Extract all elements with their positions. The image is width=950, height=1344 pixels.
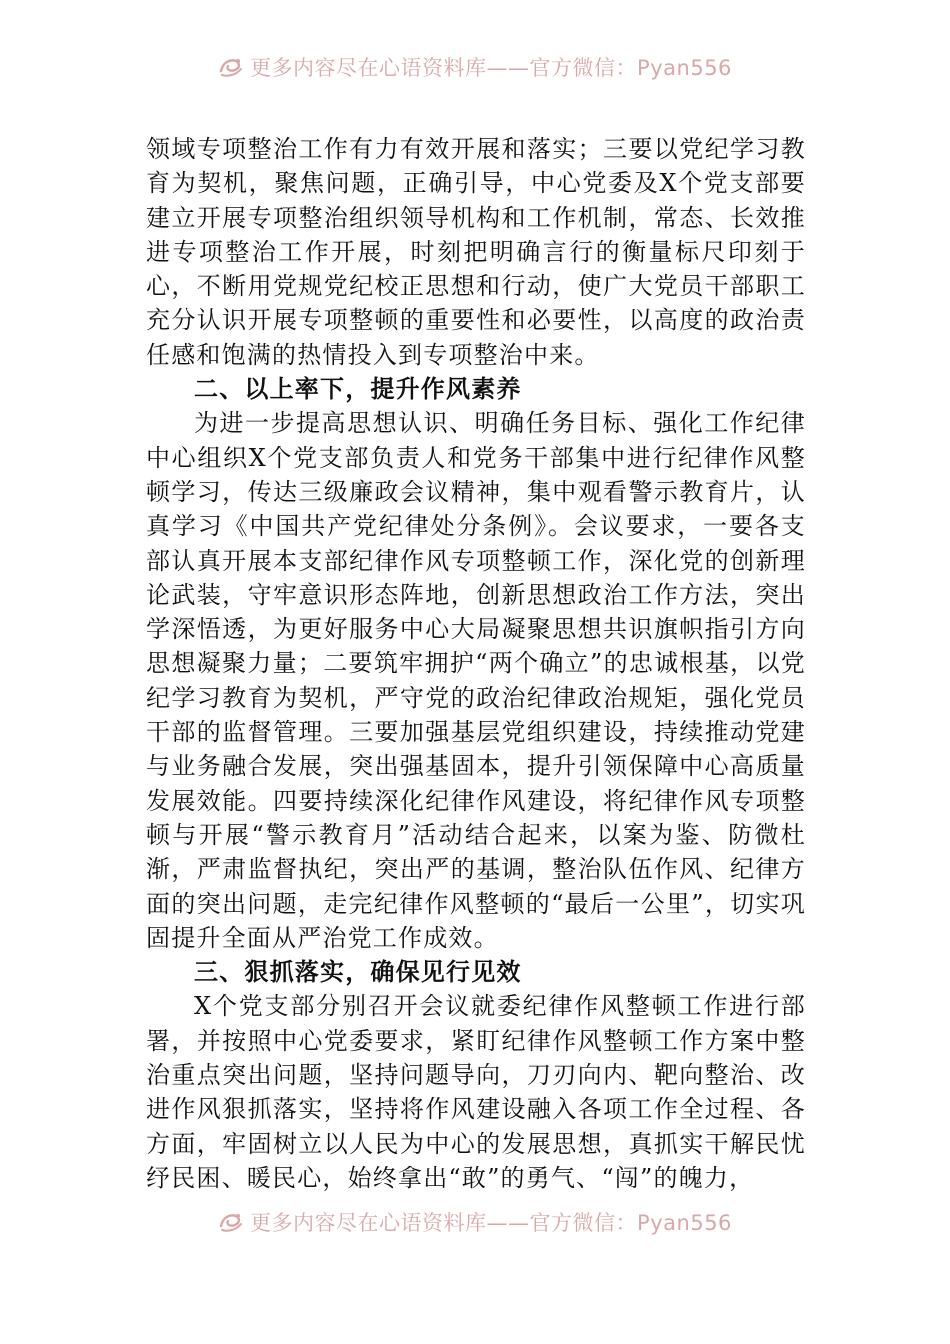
section-heading-3: 三、狠抓落实，确保见行见效 — [194, 958, 522, 987]
watermark-logo-icon — [218, 1211, 244, 1233]
footer-watermark — [0, 1207, 950, 1237]
watermark-logo-icon — [218, 56, 244, 78]
watermark-text: 更多内容尽在心语资料库——官方微信：Pyan556 — [250, 56, 732, 80]
paragraph-section-3: X个党支部分别召开会议就委纪律作风整顿工作进行部署，并按照中心党委要求，紧盯纪律作风整顿工作方案中整治重点突出问题，坚持问题导向，刀刃向内、靶向整治、改进作风狠抓落实，坚持将作风建设融入各项工作全过程、各方面，牢固树立以人民为中心的发展思想，真抓实干解民忧纾民困、暖民心，始终拿出“敢”的勇气、“闯”的魄力， — [146, 992, 806, 1192]
paragraph-continued: 领域专项整治工作有力有效开展和落实；三要以党纪学习教育为契机，聚焦问题，正确引导，中心党委及X个党支部要建立开展专项整治组织领导机构和工作机制，常态、长效推进专项整治工作开展，时刻把明确言行的衡量标尺印刻于心，不断用党规党纪校正思想和行动，使广大党员干部职工充分认识开展专项整顿的重要性和必要性，以高度的政治责任感和饱满的热情投入到专项整治中来。 — [146, 135, 806, 369]
paragraph-section-2: 为进一步提高思想认识、明确任务目标、强化工作纪律中心组织X个党支部负责人和党务干部集中进行纪律作风整顿学习，传达三级廉政会议精神，集中观看警示教育片，认真学习《中国共产党纪律处分条例》。会议要求，一要各支部认真开展本支部纪律作风专项整顿工作，深化党的创新理论武装，守牢意识形态阵地，创新思想政治工作方法，突出学深悟透，为更好服务中心大局凝聚思想共识旗帜指引方向思想凝聚力量；二要筑牢拥护“两个确立”的忠诚根基，以党纪学习教育为契机，严守党的政治纪律政治规矩，强化党员干部的监督管理。三要加强基层党组织建设，持续推动党建与业务融合发展，突出强基固本，提升引领保障中心高质量发展效能。四要持续深化纪律作风建设，将纪律作风专项整顿与开展“警示教育月”活动结合起来，以案为鉴、防微杜渐，严肃监督执纪，突出严的基调，整治队伍作风、纪律方面的突出问题，走完纪律作风整顿的“最后一公里”，切实巩固提升全面从严治党工作成效。 — [146, 409, 806, 952]
header-watermark — [0, 52, 950, 82]
watermark-text: 更多内容尽在心语资料库——官方微信：Pyan556 — [250, 1211, 732, 1235]
document-body — [146, 132, 806, 1195]
section-heading-2: 二、以上率下，提升作风素养 — [194, 375, 522, 404]
